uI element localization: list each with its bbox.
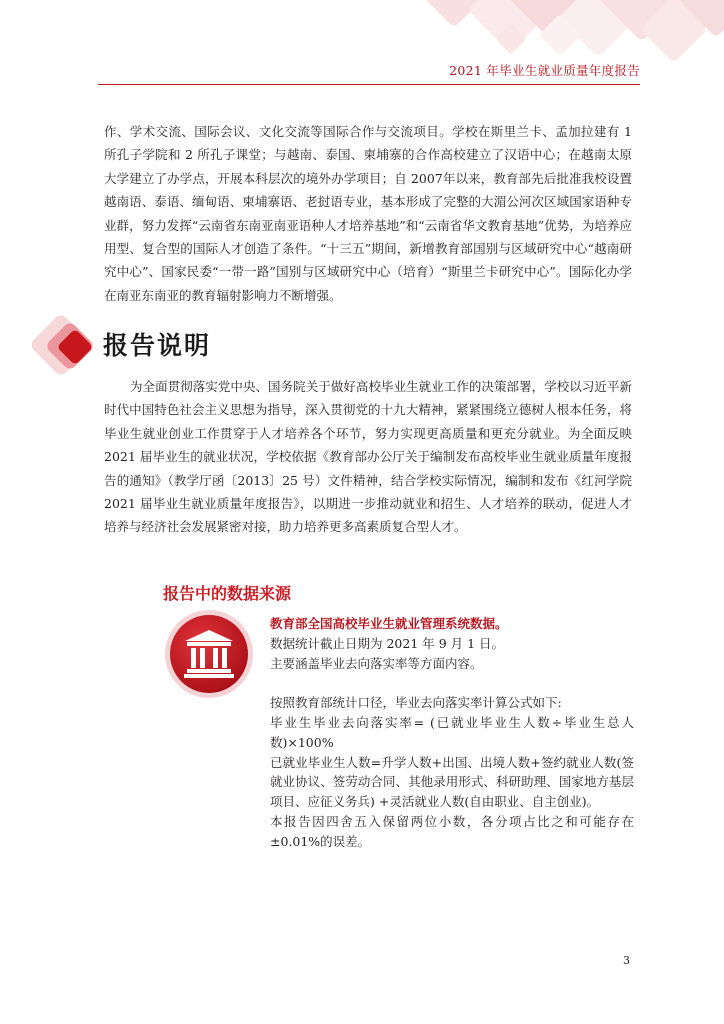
header-divider <box>98 84 640 85</box>
employed-definition: 已就业毕业生人数=升学人数+出国、出境人数+签约就业人数(签就业协议、签劳动合同、其他录用形式、科研助理、国家地方基层项目、应征义务兵) +灵活就业人数(自由职业、自主创业)。 <box>270 754 634 810</box>
data-source-lead: 教育部全国高校毕业生就业管理系统数据。 <box>270 616 508 631</box>
report-header-title: 2021 年毕业生就业质量年度报告 <box>449 63 640 78</box>
page-number: 3 <box>623 954 630 967</box>
data-source-details <box>270 614 634 852</box>
section-body <box>104 375 632 539</box>
intro-paragraph <box>104 120 632 307</box>
government-building-icon <box>163 608 255 700</box>
formula-intro: 按照教育部统计口径，毕业去向落实率计算公式如下: <box>270 695 562 711</box>
spacer <box>270 673 634 693</box>
data-cutoff-date: 数据统计截止日期为 2021 年 9 月 1 日。 <box>270 635 505 651</box>
section-title: 报告说明 <box>103 331 212 360</box>
rate-formula: 毕业生毕业去向落实率= (已就业毕业生人数÷毕业生总人数)×100% <box>270 714 634 750</box>
data-source-title: 报告中的数据来源 <box>163 584 292 603</box>
data-coverage: 主要涵盖毕业去向落实率等方面内容。 <box>270 655 483 671</box>
intro-text: 作、学术交流、国际会议、文化交流等国际合作与交流项目。学校在斯里兰卡、孟加拉建有 1 所孔子学院和 2 所孔子课堂；与越南、泰国、柬埔寨的合作高校建立了汉语中心；在越南太原大学建立了办学点，开展本科层次的境外办学项目；自 2007年以来，教育部先后批准我校设置越南语、泰语、缅甸语、柬埔寨语、老挝语专业，基本形成了完整的大湄公河次区域国家语种专业群，努力发挥“云南省东南亚南亚语种人才培养基地”和“云南省华文教育基地”优势，为培养应用型、复合型的国际人才创造了条件。“十三五”期间，新增教育部国别与区域研究中心“越南研究中心”、国家民委“一带一路”国别与区域研究中心（培育）“斯里兰卡研究中心”。国际化办学在南亚东南亚的教育辐射影响力不断增强。 <box>104 124 632 303</box>
section-body-text: 为全面贯彻落实党中央、国务院关于做好高校毕业生就业工作的决策部署，学校以习近平新时代中国特色社会主义思想为指导，深入贯彻党的十九大精神，紧紧围绕立德树人根本任务，将毕业生就业创业工作贯穿于人才培养各个环节，努力实现更高质量和更充分就业。为全面反映 2021 届毕业生的就业状况，学校依据《教育部办公厅关于编制发布高校毕业生就业质量年度报告的通知》（教学厅函〔2013〕25 号）文件精神，结合学校实际情况，编制和发布《红河学院 2021 届毕业生就业质量年度报告》，以期进一步推动就业和招生、人才培养的联动，促进人才培养与经济社会发展紧密对接，助力培养更多高素质复合型人才。 <box>104 379 632 535</box>
rounding-note: 本报告因四舍五入保留两位小数，各分项占比之和可能存在±0.01%的误差。 <box>270 813 634 849</box>
